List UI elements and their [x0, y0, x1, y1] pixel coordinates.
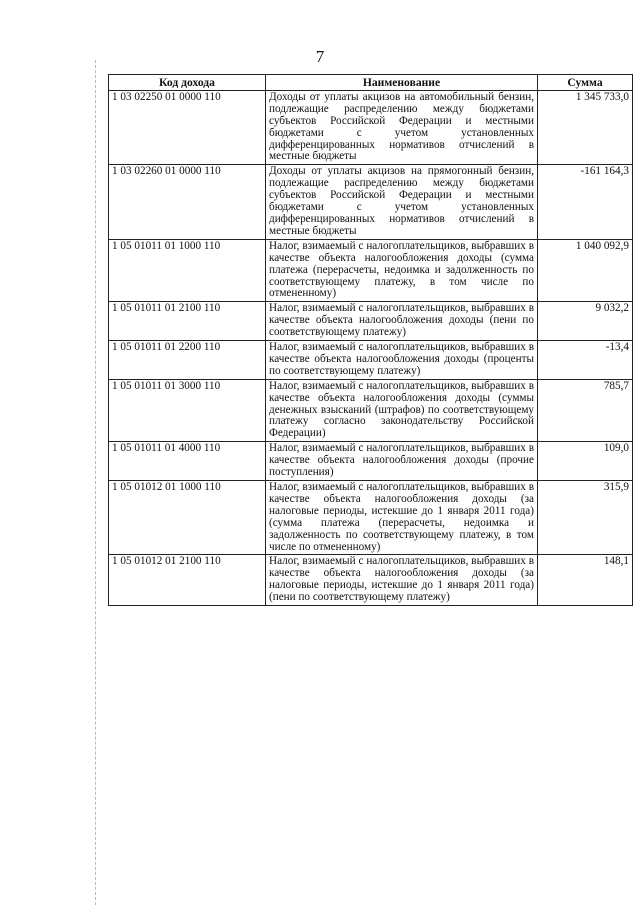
income-sum: 315,9 — [538, 481, 633, 555]
income-name: Налог, взимаемый с налогоплательщиков, выбравших в качестве объекта налогообложения доходы (суммы денежных взысканий (штрафов) по соответствующему платежу согласно законодательству Российской Федерации) — [266, 379, 538, 442]
header-name: Наименование — [266, 75, 538, 91]
table-row — [109, 341, 633, 380]
income-sum: 9 032,2 — [538, 302, 633, 341]
income-name: Налог, взимаемый с налогоплательщиков, выбравших в качестве объекта налогообложения доходы (пени по соответствующему платежу) — [266, 302, 538, 341]
table-row — [109, 481, 633, 555]
income-name: Доходы от уплаты акцизов на прямогонный бензин, подлежащие распределению между бюджетами субъектов Российской Федерации и местными бюджетами с учетом установленных дифференцированных нормативов отчислений в местные бюджеты — [266, 165, 538, 239]
table-row — [109, 379, 633, 442]
header-income-code: Код дохода — [109, 75, 266, 91]
income-sum: 109,0 — [538, 442, 633, 481]
income-sum: 1 345 733,0 — [538, 90, 633, 164]
income-code: 1 05 01011 01 1000 110 — [109, 239, 266, 302]
income-table — [108, 74, 633, 606]
table-row — [109, 90, 633, 164]
income-code: 1 05 01012 01 2100 110 — [109, 555, 266, 606]
income-sum: 785,7 — [538, 379, 633, 442]
income-code: 1 05 01011 01 2200 110 — [109, 341, 266, 380]
table-row — [109, 165, 633, 239]
table-row — [109, 442, 633, 481]
income-name: Налог, взимаемый с налогоплательщиков, выбравших в качестве объекта налогообложения доходы (за налоговые периоды, истекшие до 1 января 2011 года) (пени по соответствующему платежу) — [266, 555, 538, 606]
income-name: Налог, взимаемый с налогоплательщиков, выбравших в качестве объекта налогообложения доходы (за налоговые периоды, истекшие до 1 января 2011 года) (сумма платежа (перерасчеты, недоимка и задолженность по соответствующему платежу, в том числе по отмененному) — [266, 481, 538, 555]
header-sum: Сумма — [538, 75, 633, 91]
income-name: Налог, взимаемый с налогоплательщиков, выбравших в качестве объекта налогообложения доходы (сумма платежа (перерасчеты, недоимка и задолженность по соответствующему платежу, в том числе по отмененному) — [266, 239, 538, 302]
income-code: 1 05 01012 01 1000 110 — [109, 481, 266, 555]
income-code: 1 03 02260 01 0000 110 — [109, 165, 266, 239]
table-row — [109, 239, 633, 302]
income-code: 1 03 02250 01 0000 110 — [109, 90, 266, 164]
income-sum: -13,4 — [538, 341, 633, 380]
binding-margin-line — [95, 60, 96, 905]
income-code: 1 05 01011 01 3000 110 — [109, 379, 266, 442]
income-sum: -161 164,3 — [538, 165, 633, 239]
table-row — [109, 302, 633, 341]
income-code: 1 05 01011 01 2100 110 — [109, 302, 266, 341]
income-sum: 1 040 092,9 — [538, 239, 633, 302]
table-header-row — [109, 75, 633, 91]
table-row — [109, 555, 633, 606]
page-number: 7 — [315, 47, 325, 66]
income-code: 1 05 01011 01 4000 110 — [109, 442, 266, 481]
income-name: Доходы от уплаты акцизов на автомобильный бензин, подлежащие распределению между бюджетами субъектов Российской Федерации и местными бюджетами с учетом установленных дифференцированных нормативов отчислений в местные бюджеты — [266, 90, 538, 164]
income-name: Налог, взимаемый с налогоплательщиков, выбравших в качестве объекта налогообложения доходы (проценты по соответствующему платежу) — [266, 341, 538, 380]
income-name: Налог, взимаемый с налогоплательщиков, выбравших в качестве объекта налогообложения доходы (прочие поступления) — [266, 442, 538, 481]
income-sum: 148,1 — [538, 555, 633, 606]
